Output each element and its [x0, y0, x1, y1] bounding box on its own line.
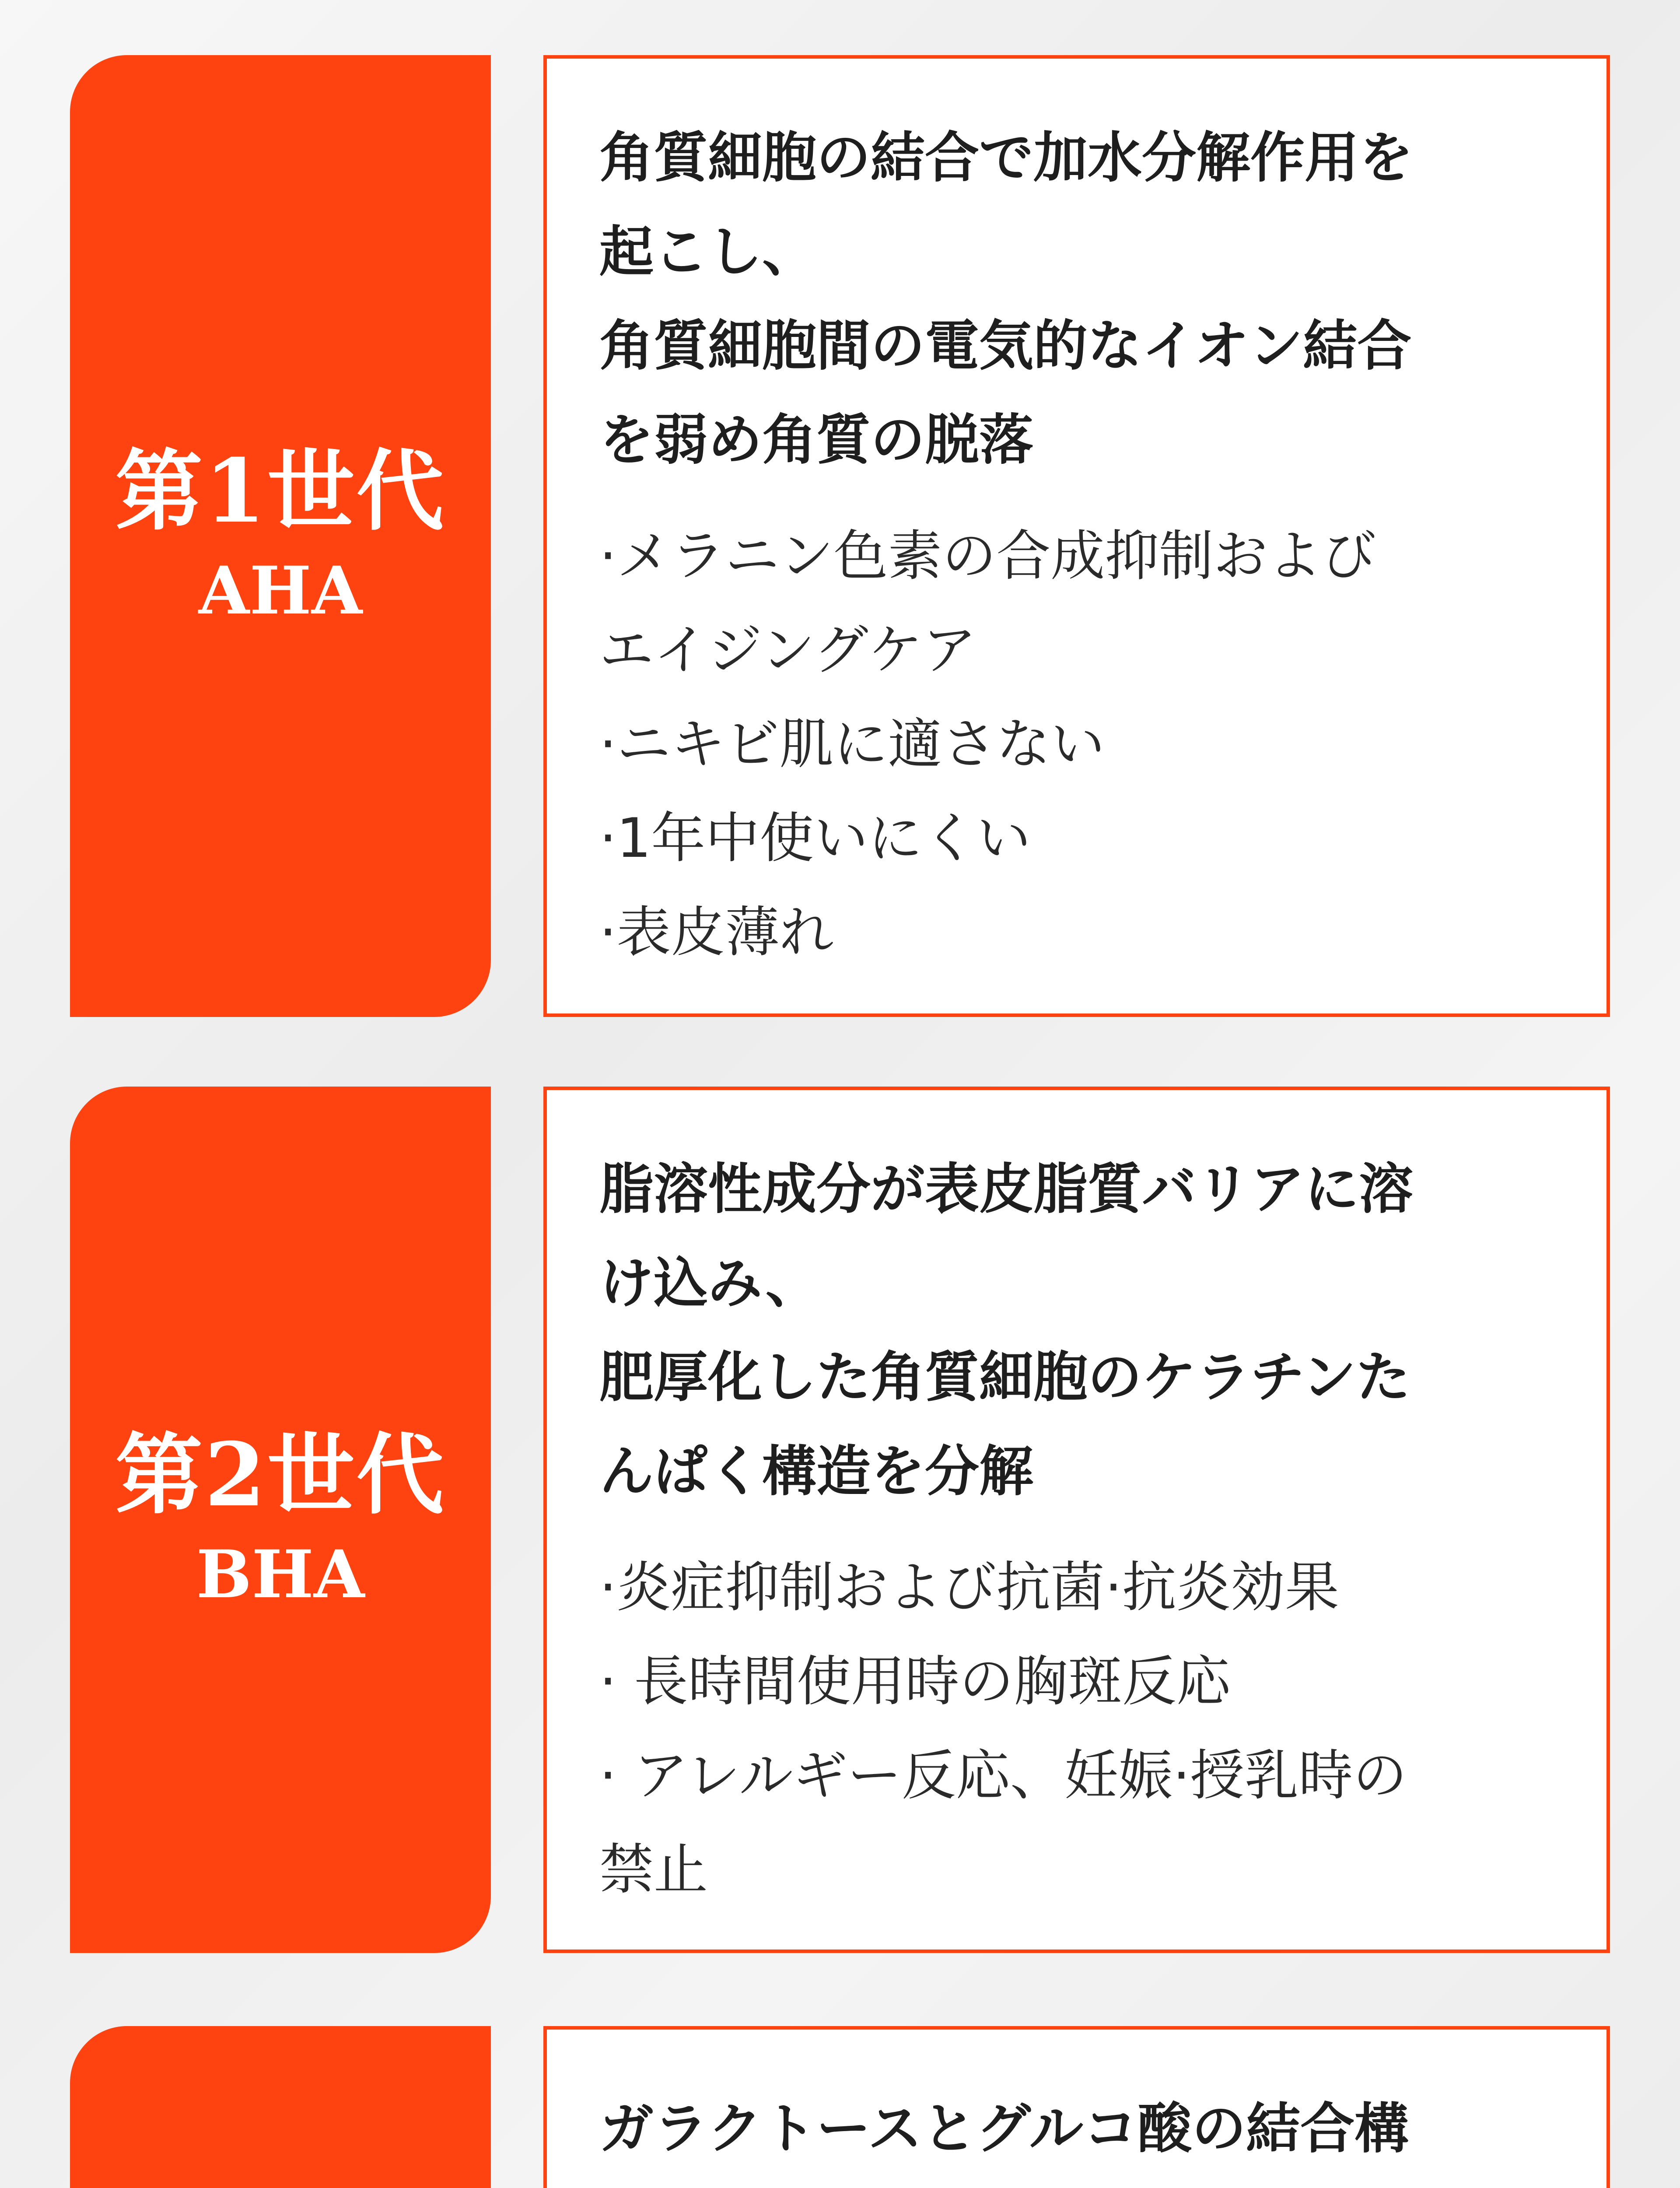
headline-line: 角質細胞の結合で加水分解作用を: [599, 126, 1414, 189]
feature-item: · 長時間使用時の胸斑反応: [599, 1650, 1231, 1713]
headline-line: 脂溶性成分が表皮脂質バリアに溶: [599, 1158, 1414, 1221]
headline-line: 肥厚化した角質細胞のケラチンた: [599, 1346, 1410, 1409]
generation-row-3: [70, 2026, 1610, 2188]
feature-list: [599, 509, 1558, 980]
headline-line: を弱め角質の脱落: [599, 409, 1034, 472]
feature-list: [599, 1541, 1558, 1917]
feature-item: ·ニキビ肌に適さない: [599, 713, 1105, 776]
generation-description-card: [543, 1087, 1610, 1953]
generation-description-card: [543, 55, 1610, 1017]
headline-line: け込み、: [599, 1252, 820, 1315]
generation-label: 第1世代: [115, 439, 446, 543]
generation-tag: [70, 1087, 491, 1953]
generation-row-2: [70, 1087, 1610, 1953]
generation-tag: [70, 2026, 491, 2188]
headline-line: 角質細胞間の電気的なイオン結合: [599, 315, 1412, 378]
headline-line: [599, 2176, 1558, 2188]
feature-item: エイジングケア: [599, 619, 977, 682]
feature-item: ·表皮薄れ: [599, 901, 834, 964]
generation-description-card: [543, 2026, 1610, 2188]
feature-item: ·メラニン色素の合成抑制および: [599, 525, 1376, 588]
acid-label: BHA: [196, 1536, 365, 1613]
generation-row-1: [70, 55, 1610, 1017]
mechanism-headline: [599, 2082, 1558, 2188]
headline-line: 起こし、: [599, 221, 817, 284]
feature-item: 禁止: [599, 1838, 708, 1901]
generation-label: 第2世代: [115, 1423, 446, 1526]
feature-item: ·1年中使いにくい: [599, 807, 1031, 870]
generation-tag: [70, 55, 491, 1017]
feature-item: ·炎症抑制および抗菌·抗炎効果: [599, 1556, 1339, 1619]
feature-item: · アレルギー反応、妊娠·授乳時の: [599, 1744, 1407, 1807]
mechanism-headline: [599, 111, 1558, 487]
headline-line: ガラクトースとグルコ酸の結合構: [599, 2097, 1409, 2160]
headline-line: んぱく構造を分解: [599, 1440, 1034, 1503]
mechanism-headline: [599, 1143, 1558, 1519]
acid-label: AHA: [198, 552, 363, 629]
